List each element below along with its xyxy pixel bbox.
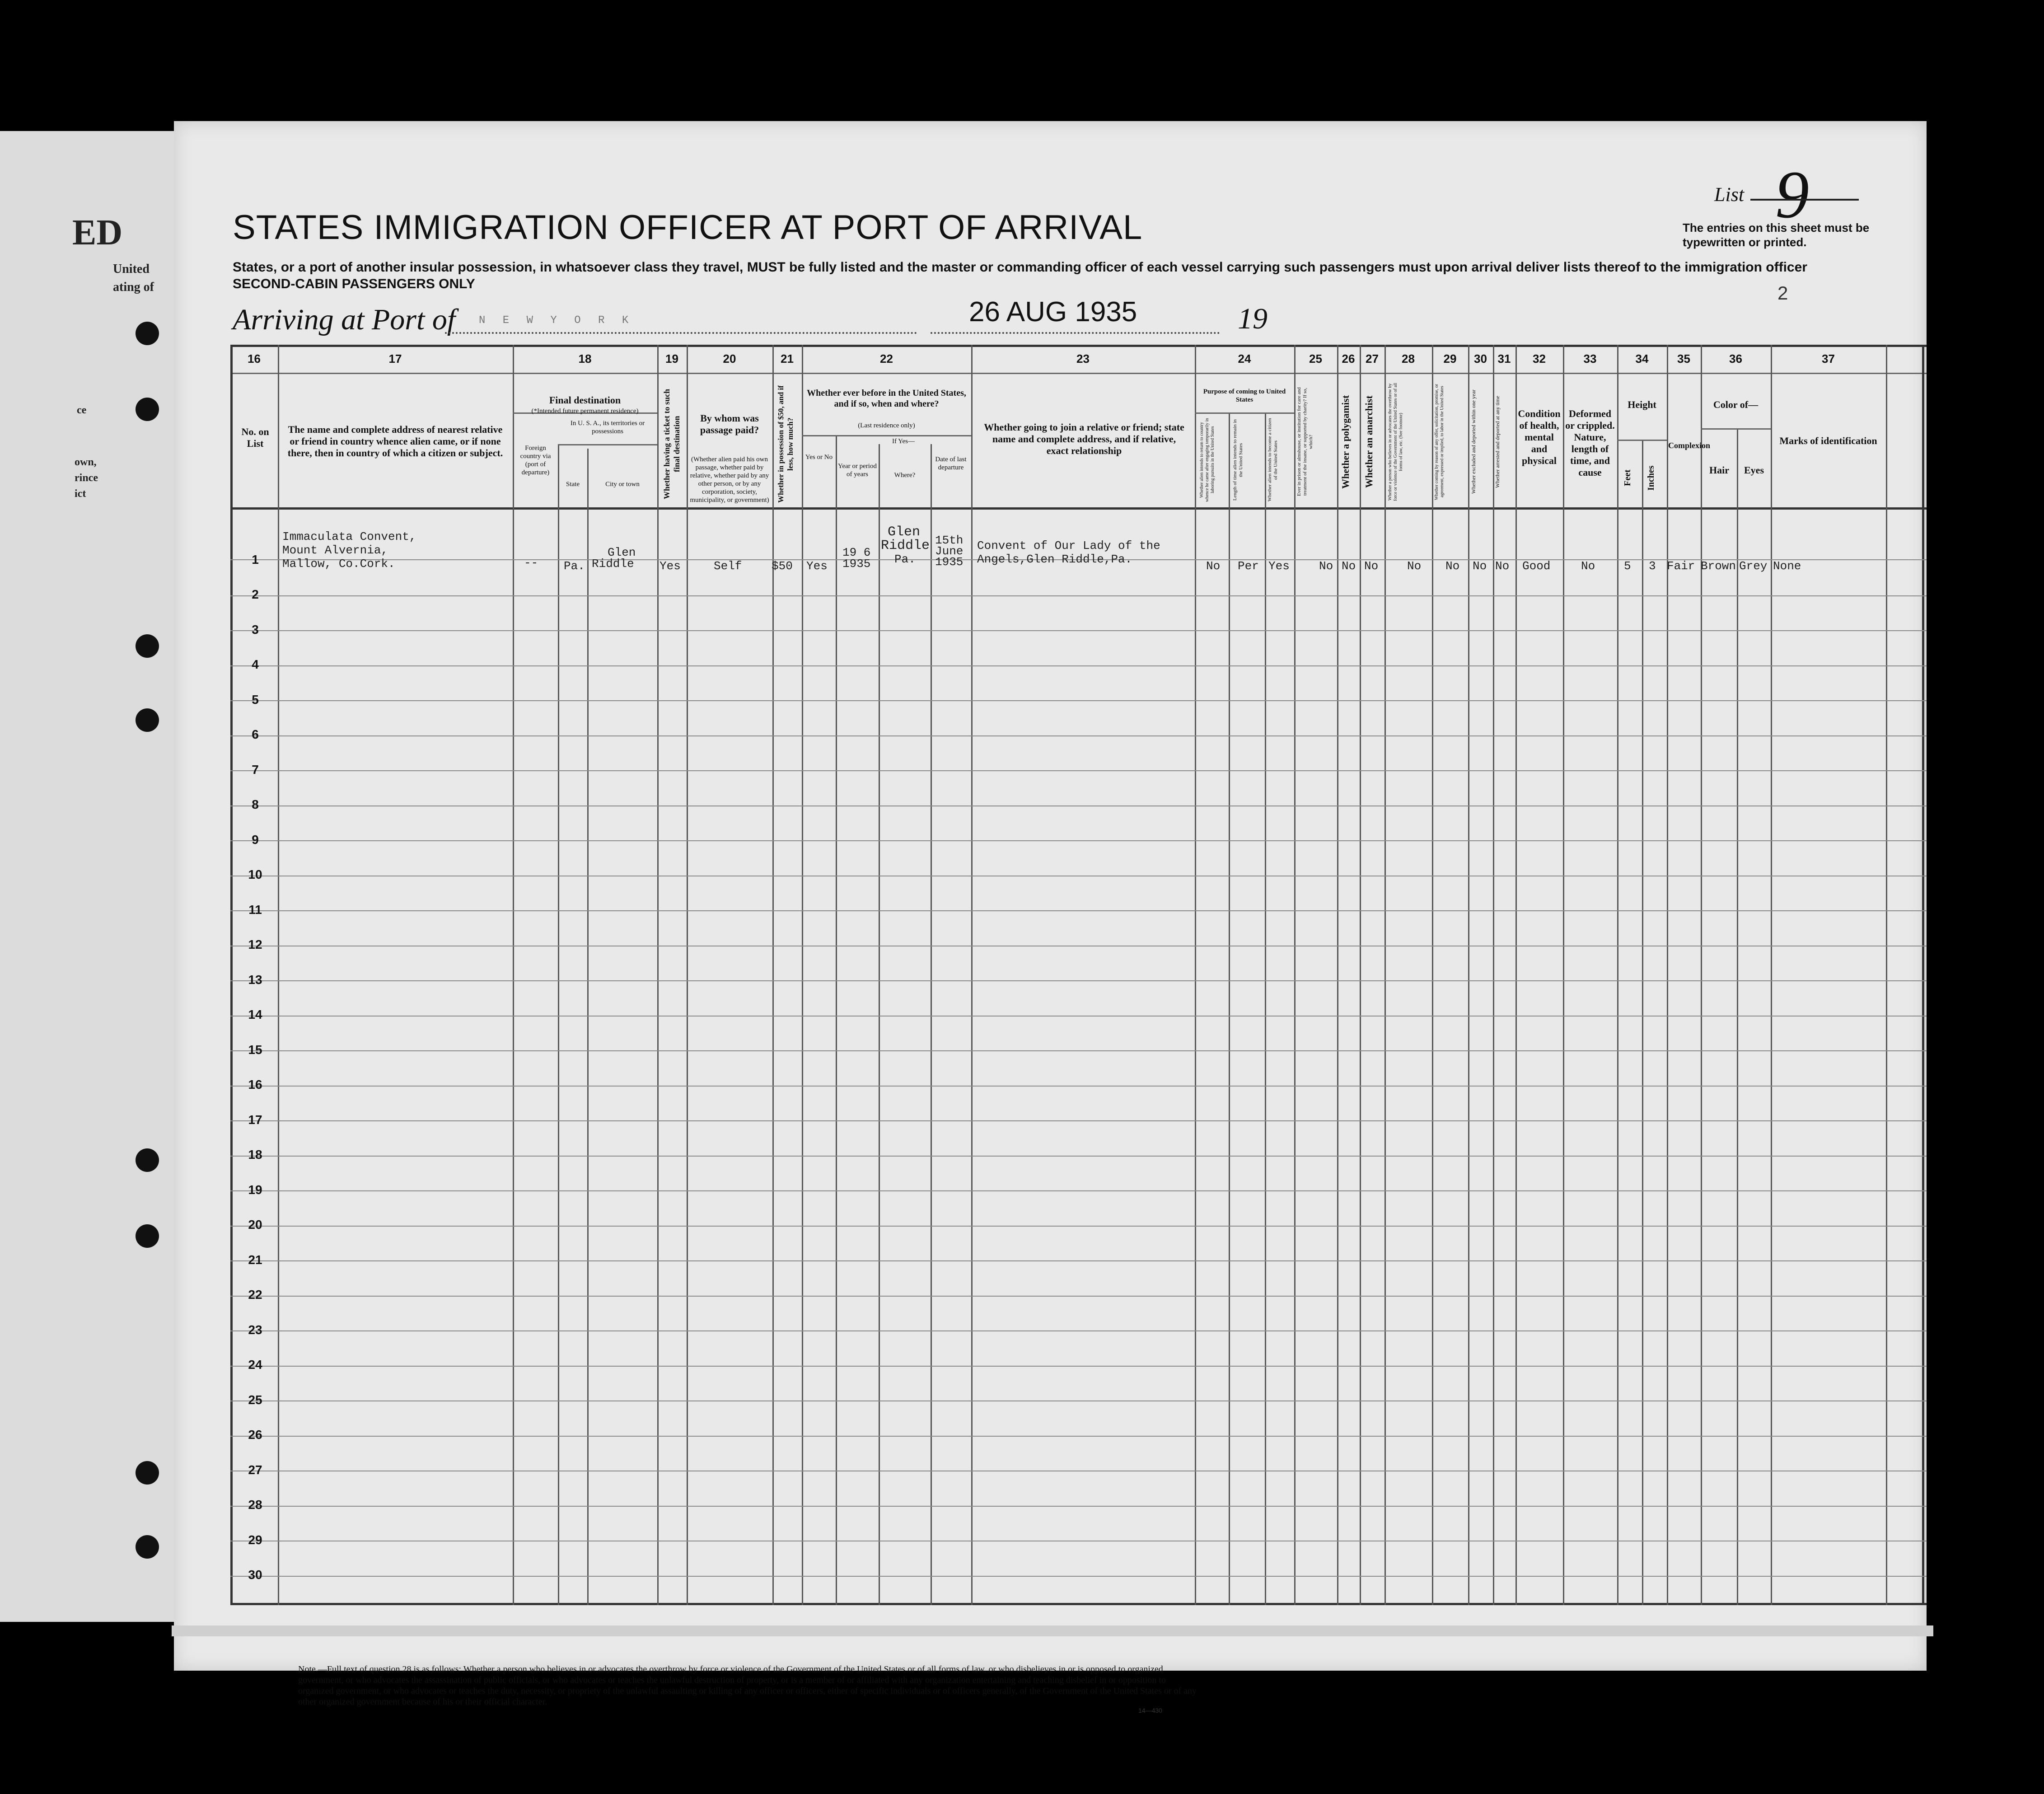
row-rule [230, 595, 1927, 596]
header-final-destination: Final destination [549, 394, 621, 406]
entry-money: $50 [772, 559, 793, 573]
header-if-yes: If Yes— [892, 438, 915, 445]
punch-hole [136, 398, 159, 421]
row-number: 1 [252, 553, 259, 567]
punch-hole [136, 1224, 159, 1248]
header-date-last-departure: Date of last departure [935, 456, 967, 471]
entry-where: Pa. [894, 553, 916, 566]
row-number: 5 [252, 693, 259, 707]
entry-where: Riddle [881, 538, 930, 553]
row-rule [230, 1296, 1927, 1297]
header-ticket: Whether having a ticket to such final destination [662, 389, 681, 500]
row-number: 30 [248, 1568, 262, 1582]
column-number: 19 [665, 352, 678, 365]
row-number: 8 [252, 797, 259, 811]
column-rule [1515, 345, 1517, 1605]
column-rule [1229, 412, 1230, 1605]
table-top-rule [230, 345, 1927, 347]
header-offer-labor: Whether coming by reason of any offer, solicitation, promise, or agreement, expressed or implied, to labor in the United States [1434, 384, 1445, 500]
entry-excluded: No [1473, 559, 1487, 573]
row-number: 15 [248, 1043, 262, 1057]
column-number: 21 [781, 352, 794, 365]
entry-anarchist: No [1364, 559, 1379, 573]
entry-ticket: Yes [660, 559, 681, 573]
form-number: 14—430 [1138, 1707, 1162, 1714]
row-rule [230, 1436, 1927, 1437]
passenger-class-label: SECOND-CABIN PASSENGERS ONLY [233, 276, 475, 291]
manifest-table [230, 345, 1927, 1605]
left-page-column-fragment: rince [75, 472, 98, 484]
row-number: 25 [248, 1393, 262, 1407]
header-health: Condition of health, mental and physical [1518, 408, 1561, 466]
footnote: Note.—Full text of question 28 is as follows: Whether a person who believes in or advocates the overthrow by force or violence of the Government of the United States or of all forms of law, or who disbelieves in or is opposed to organized government, or who advocates the assassination of public officials, or who advocates or teaches the unlawful destruction of property, or is a member of or affiliated with any organization entertaining and teaching disbelief in or opposition to organized government, or who advocates or teaches the duty, necessity, or propriety of the unlawful assaulting or killing of any officer or officers, either of specific individuals or of officers generally, of the Government of the United States or of any other organized government because of his or their official character. [298, 1664, 1197, 1707]
subheader-rule [558, 444, 657, 445]
row-rule [230, 1260, 1927, 1261]
column-number-rule [230, 373, 1927, 374]
entry-date-departure: 1935 [935, 555, 964, 569]
row-number: 13 [248, 973, 262, 987]
entry-polygamist: No [1342, 559, 1356, 573]
row-rule [230, 700, 1927, 701]
left-page-column-fragment: ict [75, 488, 86, 500]
entry-foreign-country: -- [524, 556, 538, 570]
column-rule [1294, 345, 1296, 1605]
entry-deformed: No [1581, 559, 1595, 573]
punch-hole [136, 1148, 159, 1172]
row-rule [230, 1050, 1927, 1051]
year-prefix: 19 [1238, 302, 1268, 335]
header-passage-paid-note: (Whether alien paid his own passage, whether paid by relative, whether paid by any other person, or by any corporation, society, municipality, or government) [690, 456, 769, 504]
column-rule [1737, 428, 1738, 1605]
entry-city: Riddle [592, 557, 634, 571]
column-number: 25 [1309, 352, 1322, 365]
column-rule [687, 345, 688, 1605]
header-purpose: Purpose of coming to United States [1203, 388, 1286, 403]
header-inches: Inches [1646, 465, 1656, 491]
left-page-fragment-line: United [113, 262, 150, 276]
column-rule [1617, 345, 1618, 1605]
entry-arrested: No [1495, 559, 1510, 573]
row-number: 6 [252, 727, 259, 741]
header-arrested: Whether arrested and deported at any time [1494, 396, 1501, 488]
column-number: 22 [880, 352, 893, 365]
header-overthrow: Whether a person who believes in or advocates the overthrow by force or violence of the Government of the United States or of all forms of law, etc. (See footnote) [1388, 383, 1403, 501]
entry-offer: No [1445, 559, 1460, 573]
row-number: 26 [248, 1428, 262, 1442]
column-rule [587, 449, 589, 1605]
column-rule [1337, 345, 1338, 1605]
row-number: 23 [248, 1323, 262, 1337]
row-number: 22 [248, 1288, 262, 1302]
row-number: 17 [248, 1113, 262, 1127]
row-rule [230, 1226, 1927, 1227]
column-number: 35 [1677, 352, 1690, 365]
row-number: 28 [248, 1498, 262, 1512]
column-number: 29 [1443, 352, 1457, 365]
column-rule [1563, 345, 1564, 1605]
header-anarchist: Whether an anarchist [1363, 395, 1375, 488]
column-rule [1195, 345, 1196, 1605]
header-purpose-citizen: Whether alien intends to become a citizen of the United States [1267, 418, 1278, 502]
row-number: 19 [248, 1183, 262, 1197]
row-number: 12 [248, 937, 262, 951]
column-rule [1701, 345, 1702, 1605]
header-state: State [566, 481, 580, 488]
page-title: STATES IMMIGRATION OFFICER AT PORT OF ARRIVAL [233, 208, 1143, 247]
column-number: 26 [1342, 352, 1355, 365]
column-rule [1384, 345, 1386, 1605]
entry-date-departure: 15th [935, 534, 964, 547]
arriving-label: Arriving at Port of [233, 303, 456, 336]
entry-feet: 5 [1624, 559, 1631, 573]
column-number: 34 [1635, 352, 1649, 365]
entry-inches: 3 [1649, 559, 1656, 573]
entry-complexion: Fair [1667, 559, 1695, 573]
column-number: 33 [1583, 352, 1597, 365]
entry-health: Good [1522, 559, 1551, 573]
column-number: 32 [1533, 352, 1546, 365]
column-rule [1667, 345, 1668, 1605]
entries-note: The entries on this sheet must be typewritten or printed. [1683, 221, 1870, 249]
punch-hole [136, 322, 159, 345]
column-rule [802, 345, 803, 1605]
entry-date-departure: June [935, 544, 964, 558]
column-rule [1432, 345, 1433, 1605]
port-dotted-line [445, 332, 917, 334]
column-rule [772, 345, 774, 1605]
entry-length: Per [1238, 559, 1259, 573]
column-rule [1922, 345, 1924, 1605]
row-number: 10 [248, 867, 262, 881]
row-rule [230, 910, 1927, 911]
row-number: 18 [248, 1148, 262, 1162]
entry-where: Glen [888, 525, 921, 540]
column-rule [1468, 345, 1469, 1605]
row-rule [230, 1366, 1927, 1367]
table-bottom-rule [230, 1603, 1927, 1605]
row-rule [230, 665, 1927, 666]
column-rule [879, 444, 880, 1605]
header-feet: Feet [1623, 469, 1632, 487]
column-number: 24 [1238, 352, 1251, 365]
column-rule [558, 444, 559, 1605]
list-label: List [1714, 183, 1745, 206]
column-rule [657, 345, 659, 1605]
entry-prison: No [1319, 559, 1333, 573]
header-passage-paid: By whom was passage paid? [700, 412, 759, 436]
header-in-usa: In U. S. A., its territories or possessions [570, 420, 645, 435]
entry-before-in-us: Yes [806, 559, 828, 573]
header-hair: Hair [1709, 464, 1729, 476]
list-underline [1750, 199, 1859, 201]
header-purpose-length: Length of time alien intends to remain in the United States [1232, 419, 1244, 501]
header-before-in-us: Whether ever before in the United States, and if so, when and where? [807, 388, 966, 409]
column-number: 30 [1474, 352, 1487, 365]
column-number: 37 [1822, 352, 1835, 365]
row-rule [230, 1190, 1927, 1191]
entry-eyes: Grey [1739, 559, 1768, 573]
corner-mark: 2 [1777, 282, 1788, 304]
entry-joining: Convent of Our Lady of the [977, 539, 1160, 553]
entry-relative-line: Mallow, Co.Cork. [282, 557, 395, 571]
header-year-period: Year or period of years [838, 463, 877, 478]
entry-marks: None [1773, 559, 1801, 573]
entry-citizen: Yes [1268, 559, 1290, 573]
header-no-on-list: No. on List [241, 426, 269, 449]
column-number: 20 [723, 352, 736, 365]
punch-hole [136, 1461, 159, 1485]
header-last-residence: (Last residence only) [858, 422, 915, 429]
left-page-strip [0, 131, 174, 1622]
column-number: 36 [1729, 352, 1742, 365]
header-bottom-rule [230, 507, 1927, 510]
header-city: City or town [605, 481, 640, 488]
column-rule [1771, 345, 1772, 1605]
header-fifty-dollars: Whether in possession of $50, and if less, how much? [776, 385, 795, 503]
row-rule [230, 1330, 1927, 1331]
entry-city: Glen [608, 546, 636, 559]
entry-joining: Angels,Glen Riddle,Pa. [977, 553, 1132, 566]
header-prison: Ever in prison or almshouse, or institution for care and treatment of the insane, or supported by charity? If so, which? [1296, 387, 1314, 497]
row-number: 24 [248, 1358, 262, 1372]
column-rule [1886, 345, 1887, 1605]
row-rule [230, 1506, 1927, 1507]
header-complexion: Complexion [1668, 441, 1711, 450]
header-where: Where? [894, 472, 916, 479]
column-number: 16 [248, 352, 261, 365]
header-yes-or-no: Yes or No [805, 454, 833, 461]
entry-hair: Brown [1701, 559, 1736, 573]
row-rule [230, 1576, 1927, 1577]
punch-hole [136, 1535, 159, 1559]
subheader-rule [1195, 412, 1294, 414]
column-number: 18 [578, 352, 592, 365]
row-number: 21 [248, 1253, 262, 1267]
header-nearest-relative: The name and complete address of nearest relative or friend in country whence alien came, or if none there, then in country of which a citizen or subject. [287, 424, 503, 459]
row-rule [230, 735, 1927, 736]
entry-relative-line: Immaculata Convent, [282, 530, 416, 543]
entry-overthrow: No [1407, 559, 1422, 573]
header-final-destination-note: (*Intended future permanent residence) [531, 408, 639, 415]
list-number: 9 [1775, 157, 1809, 232]
punch-hole [136, 708, 159, 732]
row-rule [230, 980, 1927, 981]
arrival-date-stamp: 26 AUG 1935 [969, 296, 1137, 328]
row-rule [230, 770, 1927, 771]
column-rule [1642, 440, 1643, 1605]
subheader-rule [1617, 440, 1667, 441]
header-color-of: Color of— [1713, 399, 1759, 410]
row-number: 27 [248, 1463, 262, 1477]
entry-years: 1935 [842, 557, 871, 571]
row-number: 11 [248, 903, 262, 917]
header-marks: Marks of identification [1779, 435, 1877, 446]
column-number: 28 [1402, 352, 1415, 365]
row-number: 29 [248, 1533, 262, 1547]
column-number: 23 [1076, 352, 1090, 365]
header-deformed: Deformed or crippled. Nature, length of time, and cause [1565, 408, 1615, 478]
column-rule [971, 345, 973, 1605]
column-rule [836, 435, 837, 1605]
port-value: N E W Y O R K [479, 314, 634, 327]
entry-paid-by: Self [714, 559, 742, 573]
entry-state: Pa. [564, 559, 585, 573]
column-number: 17 [388, 352, 402, 365]
left-page-column-fragment: own, [75, 456, 97, 468]
column-rule [513, 345, 514, 1605]
row-number: 2 [252, 587, 259, 601]
instructions-text: States, or a port of another insular possession, in whatsoever class they travel, MUST be fully listed and the master or commanding officer of each vessel carrying such passengers must upon arrival deliver lists thereof to the immigration officer [233, 260, 1807, 275]
punch-hole [136, 634, 159, 658]
row-rule [230, 1156, 1927, 1157]
row-rule [230, 1086, 1927, 1087]
column-rule [931, 444, 932, 1605]
left-page-fragment-title: ED [72, 213, 123, 253]
header-purpose-return: Whether alien intends to return to country whence he came after engaging temporarily in laboring pursuits in the United States [1199, 418, 1215, 502]
left-page-fragment-line: ating of [113, 280, 154, 294]
header-height: Height [1628, 399, 1656, 410]
row-number: 20 [248, 1218, 262, 1232]
row-number: 7 [252, 763, 259, 777]
header-eyes: Eyes [1744, 464, 1764, 476]
row-rule [230, 630, 1927, 631]
row-number: 9 [252, 833, 259, 847]
column-rule [1360, 345, 1361, 1605]
row-number: 4 [252, 657, 259, 671]
subheader-rule [1701, 428, 1771, 430]
header-excluded: Whether excluded and deported within one year [1470, 389, 1477, 494]
header-foreign-country: Foreign country via (port of departure) [520, 445, 551, 476]
header-joining-relative: Whether going to join a relative or friend; state name and complete address, and if relative, exact relationship [984, 422, 1184, 456]
entry-relative-line: Mount Alvernia, [282, 543, 388, 557]
row-rule [230, 1120, 1927, 1121]
column-number: 27 [1366, 352, 1379, 365]
column-rule [1493, 345, 1494, 1605]
date-dotted-line [931, 332, 1220, 334]
header-polygamist: Whether a polygamist [1340, 395, 1351, 489]
entry-years: 19 6 [842, 546, 871, 559]
row-number: 14 [248, 1007, 262, 1021]
row-number: 16 [248, 1077, 262, 1091]
row-number: 3 [252, 623, 259, 637]
sheet-bottom-edge [172, 1625, 1933, 1636]
left-page-column-fragment: ce [77, 404, 87, 416]
entry-return: No [1206, 559, 1221, 573]
column-number: 31 [1497, 352, 1511, 365]
column-rule [1265, 412, 1266, 1605]
subheader-rule [802, 435, 971, 436]
row-rule [230, 840, 1927, 841]
